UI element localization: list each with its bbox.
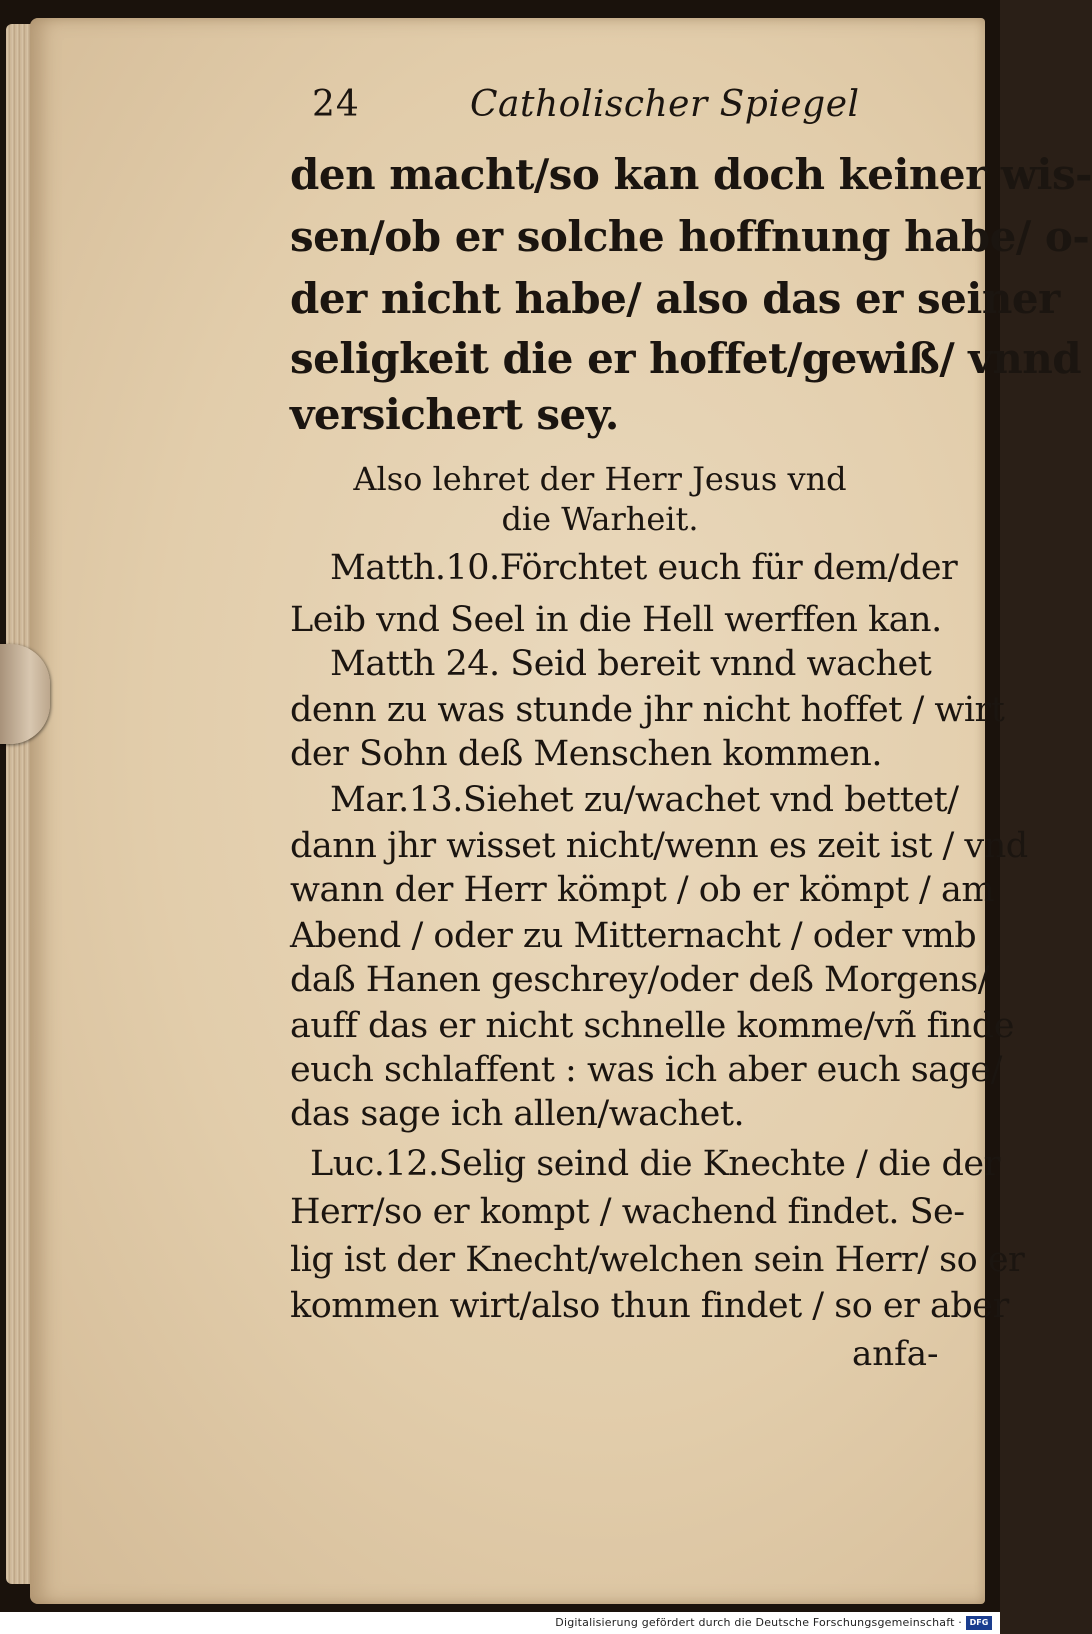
- text-line: der nicht habe/ also das er seiner: [290, 274, 1060, 323]
- dfg-logo: DFG: [966, 1616, 992, 1630]
- text-line: den macht/so kan doch keiner wis-: [290, 150, 1092, 199]
- text-line: Herr/so er kompt / wachend findet. Se-: [290, 1192, 965, 1232]
- digitization-footer: [0, 1612, 1000, 1634]
- text-line: dann jhr wisset nicht/wenn es zeit ist / vnd: [290, 826, 1028, 866]
- catchword: anfa-: [852, 1334, 939, 1374]
- text-line: Luc.12.Selig seind die Knechte / die der: [310, 1144, 1000, 1184]
- text-line: das sage ich allen/wachet.: [290, 1094, 745, 1134]
- text-line: lig ist der Knecht/welchen sein Herr/ so er: [290, 1240, 1025, 1280]
- text-line: kommen wirt/also thun findet / so er aber: [290, 1286, 1009, 1326]
- text-line: Mar.13.Siehet zu/wachet vnd bettet/: [330, 780, 959, 820]
- text-line: denn zu was stunde jhr nicht hoffet / wirt: [290, 690, 1005, 730]
- text-line: Leib vnd Seel in die Hell werffen kan.: [290, 600, 942, 640]
- text-line: Abend / oder zu Mitternacht / oder vmb: [290, 916, 977, 956]
- funding-credit: Digitalisierung gefördert durch die Deutsche Forschungsgemeinschaft ·: [555, 1616, 962, 1629]
- text-line: seligkeit die er hoffet/gewiß/ vnnd: [290, 334, 1082, 383]
- section-heading: Also lehret der Herr Jesus vnd: [353, 460, 847, 498]
- text-line: daß Hanen geschrey/oder deß Morgens/: [290, 960, 990, 1000]
- section-heading: die Warheit.: [501, 500, 699, 538]
- text-line: Matth 24. Seid bereit vnnd wachet: [330, 644, 932, 684]
- page-number: 24: [312, 84, 360, 125]
- text-line: versichert sey.: [290, 390, 619, 439]
- running-title: Catholischer Spiegel: [470, 84, 860, 125]
- text-line: Matth.10.Förchtet euch für dem/der: [330, 548, 958, 588]
- text-line: euch schlaffent : was ich aber euch sage/: [290, 1050, 1002, 1090]
- text-line: auff das er nicht schnelle komme/vñ finde: [290, 1006, 1014, 1046]
- text-line: der Sohn deß Menschen kommen.: [290, 734, 882, 774]
- text-line: wann der Herr kömpt / ob er kömpt / am: [290, 870, 995, 910]
- text-line: sen/ob er solche hoffnung habe/ o-: [290, 212, 1090, 261]
